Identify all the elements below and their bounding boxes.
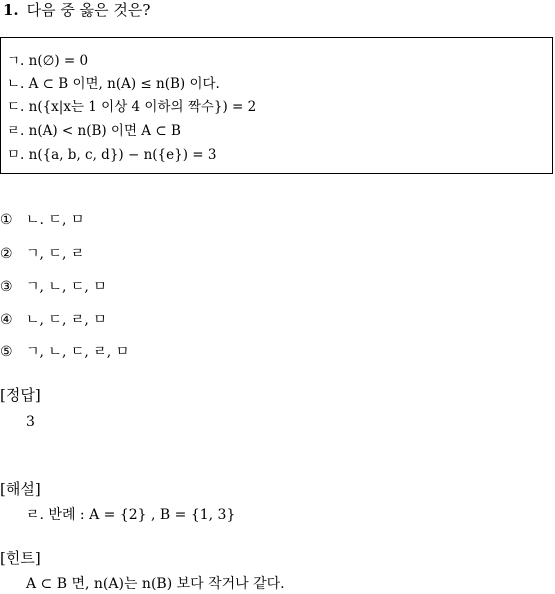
answer-value: 3 (26, 414, 35, 430)
statement-3: ㄷ. n({x|x는 1 이상 4 이하의 짝수}) = 2 (7, 99, 257, 115)
choice-1[interactable] (0, 211, 84, 229)
statement-1: ㄱ. n(∅) = 0 (7, 53, 89, 69)
choice-5-mark: ⑤ (0, 344, 13, 360)
choice-4-mark: ④ (0, 312, 13, 328)
choice-3-mark: ③ (0, 279, 13, 295)
choice-5[interactable] (0, 343, 129, 361)
statement-4: ㄹ. n(A) < n(B) 이면 A ⊂ B (7, 123, 181, 139)
answer-heading: [정답] (0, 386, 41, 404)
explanation-heading: [해설] (0, 480, 41, 498)
choice-2-text: ㄱ, ㄷ, ㄹ (26, 246, 85, 262)
choice-3-text: ㄱ, ㄴ, ㄷ, ㅁ (26, 279, 107, 295)
statement-5: ㅁ. n({a, b, c, d}) − n({e}) = 3 (7, 147, 217, 163)
hint-text: A ⊂ B 면, n(A)는 n(B) 보다 작거나 같다. (26, 576, 285, 592)
choice-1-mark: ① (0, 212, 13, 228)
hint-heading: [힌트] (0, 549, 41, 567)
explanation-text: ㄹ. 반례 : A = {2} , B = {1, 3} (26, 507, 236, 523)
question-title (3, 0, 150, 20)
choice-2-mark: ② (0, 246, 13, 262)
choice-1-text: ㄴ. ㄷ, ㅁ (26, 212, 85, 228)
statements-box (0, 37, 553, 174)
choice-5-text: ㄱ, ㄴ, ㄷ, ㄹ, ㅁ (26, 344, 130, 360)
choice-4-text: ㄴ, ㄷ, ㄹ, ㅁ (26, 312, 107, 328)
question-text: 다음 중 옳은 것은? (26, 1, 151, 19)
choice-2[interactable] (0, 245, 84, 263)
choice-4[interactable] (0, 311, 107, 329)
statement-2: ㄴ. A ⊂ B 이면, n(A) ≤ n(B) 이다. (7, 76, 220, 92)
question-number: 1. (3, 1, 19, 19)
choice-3[interactable] (0, 278, 107, 296)
